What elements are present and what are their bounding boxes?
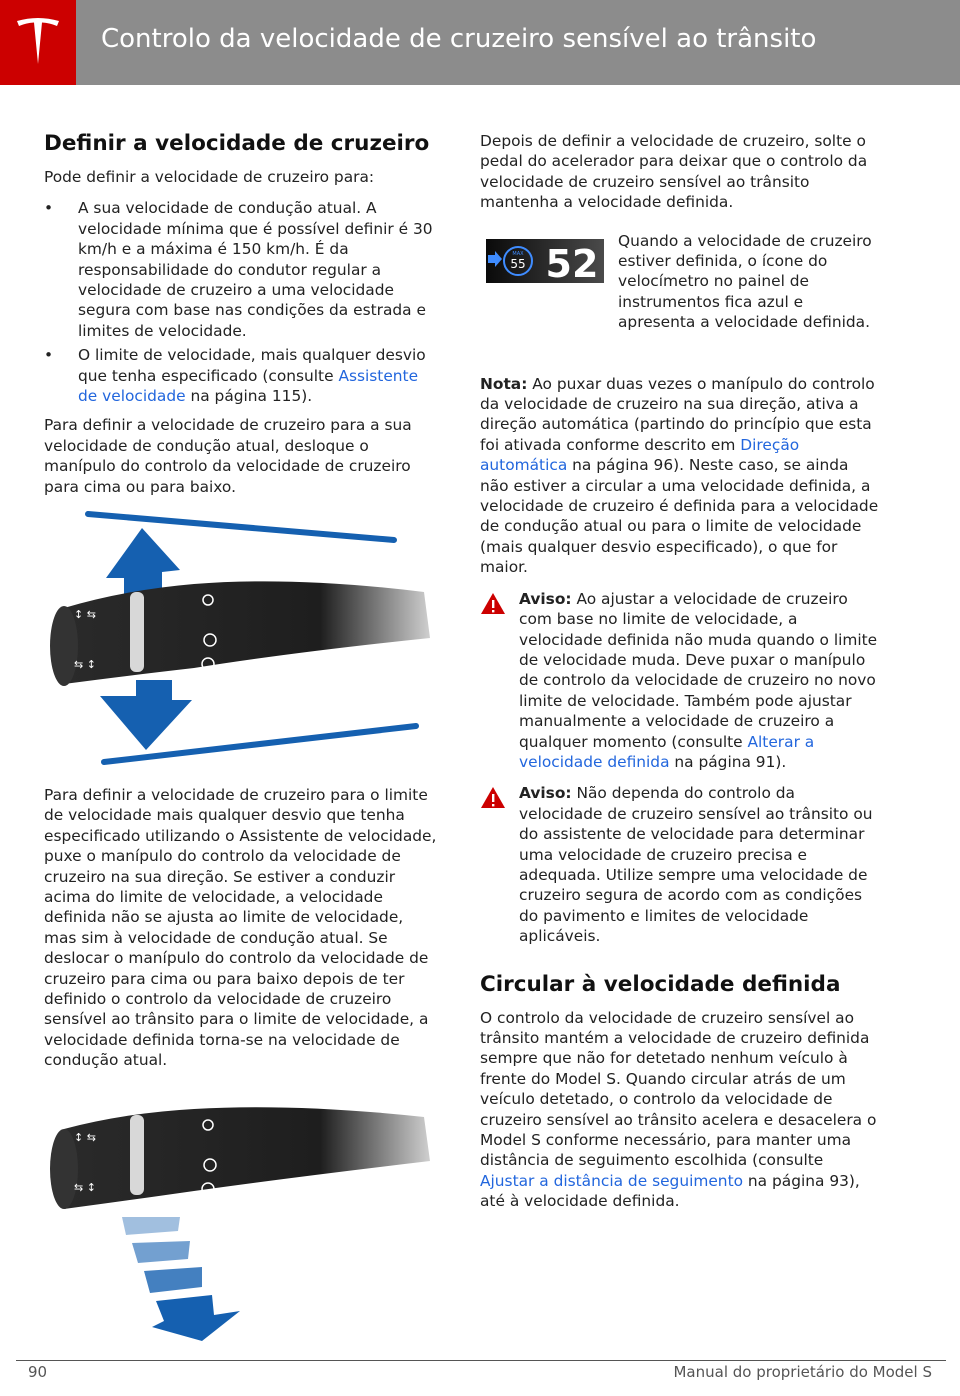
section-heading-cruising: Circular à velocidade definida	[480, 971, 841, 997]
link-follow-distance[interactable]: Ajustar a distância de seguimento	[480, 1171, 744, 1190]
stalk-pull-illustration	[44, 1105, 440, 1345]
left-column-lower	[44, 785, 440, 1071]
svg-text:↕ ⇆: ↕ ⇆	[74, 608, 96, 621]
warning-label: Aviso:	[519, 784, 572, 803]
tesla-logo-icon	[15, 17, 61, 67]
speedo-set-speed: 55	[510, 256, 526, 271]
tesla-logo-box	[0, 0, 76, 85]
warning-triangle-icon	[480, 786, 506, 809]
stalk-icon	[64, 581, 430, 684]
bullet-marker: •	[44, 199, 54, 218]
footer-divider	[16, 1360, 946, 1361]
bullet-text: O limite de velocidade, mais qualquer desvio que tenha especificado (consulte	[78, 346, 426, 385]
bullet-text: A sua velocidade de condução atual. A velocidade mínima que é possível definir é 30 km/h e a máxima é 150 km/h. É da responsabilidade do condutor regular a velocidade de cruzeiro a uma velocidade segura com base nas condições da estrada e limites de velocidade.	[78, 199, 433, 340]
page-header-title: Controlo da velocidade de cruzeiro sensível ao trânsito	[101, 24, 817, 54]
speedometer-caption: Quando a velocidade de cruzeiro estiver definida, o ícone do velocímetro no painel de instrumentos fica azul e apresenta a velocidade definida.	[618, 231, 872, 332]
warning-triangle-icon	[480, 592, 506, 615]
speedo-current-speed: 52	[545, 241, 599, 283]
intro-text: Pode definir a velocidade de cruzeiro para:	[44, 168, 375, 186]
paragraph-set-current: Para definir a velocidade de cruzeiro para a sua velocidade de condução atual, desloque o manípulo do controlo da velocidade de cruzeiro para cima ou para baixo.	[44, 416, 412, 496]
bullet-item	[44, 345, 440, 406]
bullet-text-tail: na página 115).	[185, 387, 313, 406]
page-header	[0, 0, 960, 85]
section-heading-define: Definir a velocidade de cruzeiro	[44, 131, 430, 156]
arrow-down-icon	[100, 680, 192, 750]
paragraph-set-limit: Para definir a velocidade de cruzeiro para o limite de velocidade mais qualquer desvio que tenha especificado utilizando o Assistente de velocidade, puxe o manípulo do controlo da velocidade de cruzeiro na sua direção. Se estiver a conduzir acima do limite de velocidade, a velocidade definida não se ajusta ao limite de velocidade, mas sim à velocidade de condução atual. Se deslocar o manípulo do controlo da velocidade de cruzeiro para cima ou para baixo depois de ter definido o controlo da velocidade de cruzeiro sensível ao trânsito para o limite de velocidade, a velocidade definida torna-se na velocidade de condução atual.	[44, 786, 437, 1070]
footer-manual-title: Manual do proprietário do Model S	[673, 1363, 932, 1381]
link-change-set-speed[interactable]: Alterar a velocidade definida	[519, 732, 815, 771]
link-speed-assist[interactable]: Assistente de velocidade	[78, 366, 419, 406]
warning-label: Aviso:	[519, 589, 572, 608]
speedometer-icon	[486, 239, 604, 283]
link-autosteer[interactable]: Direção automática	[480, 435, 800, 475]
bullet-item	[44, 198, 440, 341]
left-column	[44, 130, 440, 497]
paragraph-release-pedal: Depois de definir a velocidade de cruzeiro, solte o pedal do acelerador para deixar que o controlo da velocidade de cruzeiro sensível ao trânsito mantenha a velocidade definida.	[480, 132, 868, 212]
stalk-icon	[64, 1107, 430, 1209]
speedometer-figure	[480, 231, 880, 359]
warning-box: Aviso: Ao ajustar a velocidade de cruzeiro com base no limite de velocidade, a velocidade definida não muda quando o limite de velocidade muda. Deve puxar o manípulo de controlo da velocidade de cruzeiro no novo limite de velocidade. Também pode ajustar manualmente a velocidade de cruzeiro a qualquer momento (consulte Alterar a velocidade definida na página 91).	[480, 589, 880, 773]
note-label: Nota:	[480, 374, 528, 393]
speedo-max-label: MAX	[512, 250, 524, 257]
note-paragraph: Nota: Ao puxar duas vezes o manípulo do controlo da velocidade de cruzeiro na sua direção, ativa a direção automática (partindo do princípio que esta foi ativada conforme descrito em Direção automática na página 96). Neste caso, se ainda não estiver a circular a uma velocidade definida, a velocidade de cruzeiro é definida para a velocidade de condução atual ou para o limite de velocidade (mais qualquer desvio especificado), o que for maior.	[480, 374, 879, 577]
stalk-up-down-illustration	[44, 500, 440, 772]
arrow-pull-icon	[122, 1217, 240, 1341]
bullet-marker: •	[44, 346, 54, 365]
svg-text:⇆ ↕: ⇆ ↕	[74, 1181, 96, 1194]
svg-text:⇆ ↕: ⇆ ↕	[74, 658, 96, 671]
right-column	[480, 131, 880, 1212]
paragraph-following: O controlo da velocidade de cruzeiro sensível ao trânsito mantém a velocidade de cruzeiro definida sempre que não for detetado nenhum veículo à frente do Model S. Quando circular atrás de um veículo detetado, o controlo da velocidade de cruzeiro sensível ao trânsito acelera e desacelera o Model S conforme necessário, para manter uma distância de seguimento escolhida (consulte Ajustar a distância de seguimento na página 93), até à velocidade definida.	[480, 1008, 877, 1211]
warning-box: Aviso: Não dependa do controlo da velocidade de cruzeiro sensível ao trânsito ou do assistente de velocidade para determinar uma velocidade de cruzeiro precisa e adequada. Utilize sempre uma velocidade de cruzeiro segura de acordo com as condições do pavimento e limites de velocidade aplicáveis.	[480, 783, 880, 946]
svg-text:↕ ⇆: ↕ ⇆	[74, 1131, 96, 1144]
page-number: 90	[28, 1363, 48, 1381]
motion-line-icon	[88, 514, 394, 540]
